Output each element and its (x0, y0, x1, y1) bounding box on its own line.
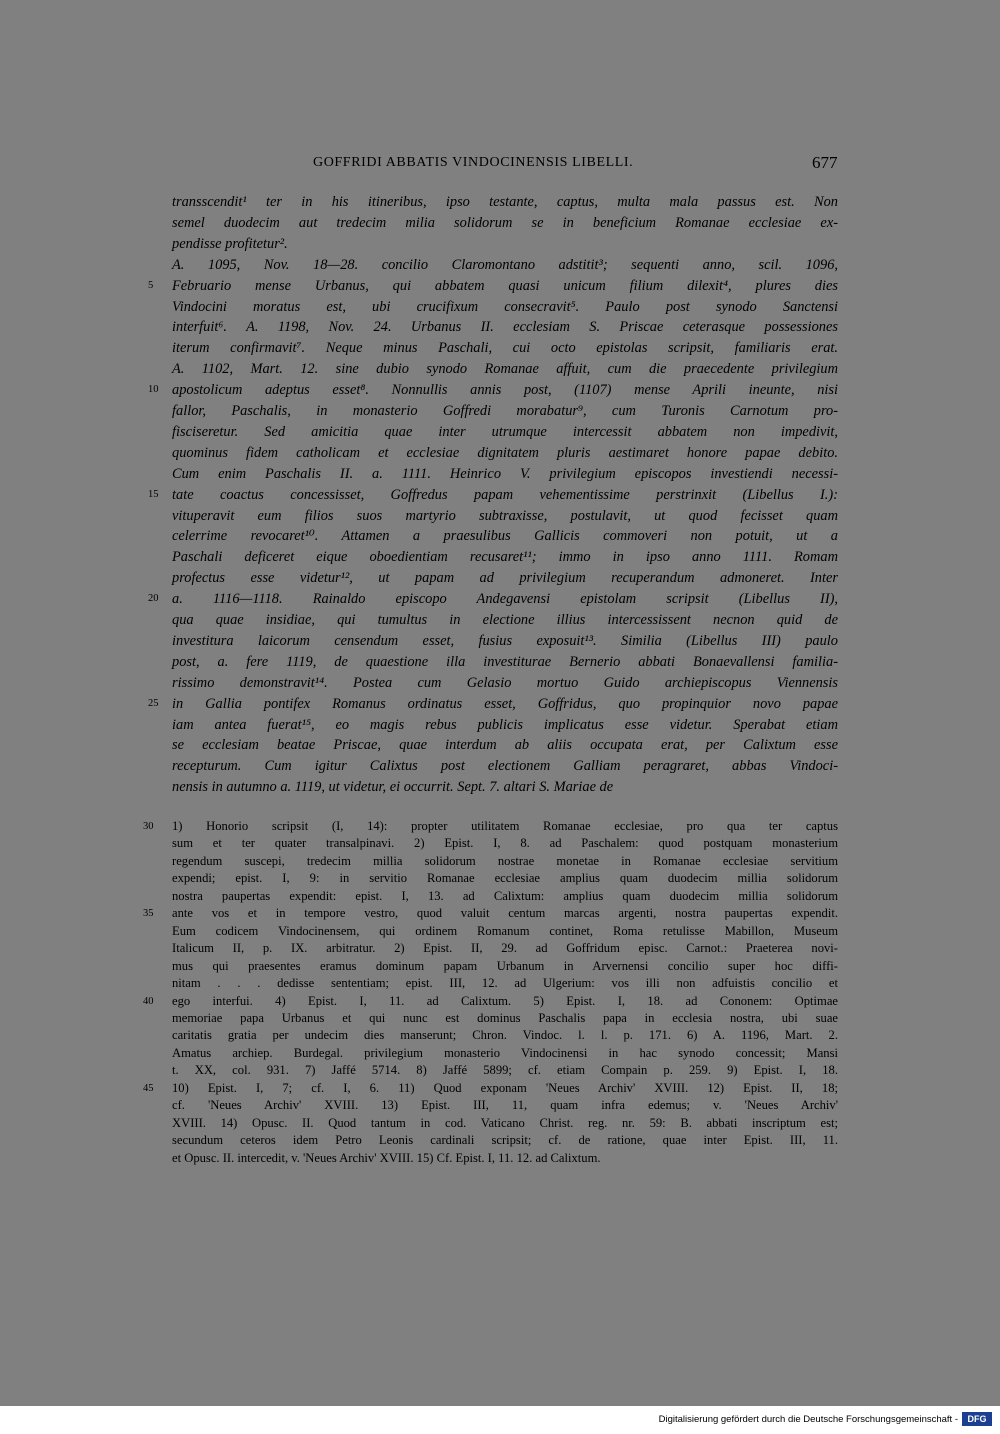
footnote-line: Italicum II, p. IX. arbitratur. 2) Epist. II, 29. ad Goffridum episc. Carnot.: Praeterea novi- (172, 941, 838, 956)
line-number: 40 (143, 995, 154, 1007)
body-line: fisciseretur. Sed amicitia quae inter utrumque intercessit abbatem non impedivit, (172, 423, 838, 440)
footnote-line: caritatis gratia per undecim dies manserunt; Chron. Vindoc. l. l. p. 171. 6) A. 1196, Mart. 2. (172, 1028, 838, 1043)
dfg-logo: DFG (962, 1412, 992, 1426)
body-line: investitura laicorum censendum esset, fusius exposuit¹³. Similia (Libellus III) paulo (172, 632, 838, 649)
line-number: 15 (148, 488, 159, 500)
body-line: A. 1095, Nov. 18—28. concilio Claromontano adstitit³; sequenti anno, scil. 1096, (172, 256, 838, 273)
body-line: iam antea fuerat¹⁵, eo magis rebus publicis implicatus esse videtur. Sperabat etiam (172, 716, 838, 733)
footnote-line: XVIII. 14) Opusc. II. Quod tantum in cod. Vaticano Christ. reg. nr. 59: B. abbati inscriptum est; (172, 1115, 838, 1130)
footnote-line: t. XX, col. 931. 7) Jaffé 5714. 8) Jaffé 5899; cf. etiam Compain p. 259. 9) Epist. I, 18. (172, 1063, 838, 1078)
body-line: rissimo demonstravit¹⁴. Postea cum Gelasio mortuo Guido archiepiscopus Viennensis (172, 674, 838, 691)
page-number: 677 (812, 153, 838, 172)
body-line: profectus esse videtur¹², ut papam ad privilegium recuperandum admoneret. Inter (172, 570, 838, 587)
body-line: Februario mense Urbanus, qui abbatem quasi unicum filium dilexit⁴, plures dies (172, 277, 838, 294)
footnote-line: Amatus archiep. Burdegal. privilegium monasterio Vindocinensi in hac synodo concessit; Mansi (172, 1045, 838, 1060)
body-line: Paschali deficeret eique oboedientiam recusaret¹¹; immo in ipso anno 1111. Romam (172, 549, 838, 566)
body-line: a. 1116—1118. Rainaldo episcopo Andegavensi epistolam scripsit (Libellus II), (172, 591, 838, 608)
body-line: qua quae insidiae, qui tumultus in electione illius intercessissent necnon quid de (172, 612, 838, 628)
body-line: transscendit¹ ter in his itineribus, ipso testante, captus, multa mala passus est. Non (172, 194, 838, 210)
footnote-line: Eum codicem Vindocinensem, qui ordinem Romanum continet, Roma retulisse Mabillon, Museum (172, 923, 838, 938)
footnote-line: ante vos et in tempore vestro, quod valuit centum marcas argenti, nostra paupertas expendit. (172, 906, 838, 921)
body-line: interfuit⁶. A. 1198, Nov. 24. Urbanus II. ecclesiam S. Priscae ceterasque possessiones (172, 319, 838, 336)
line-number: 20 (148, 593, 159, 605)
footnote-line: memoriae papa Urbanus et qui nunc est dominus Paschalis papa in ecclesia nostra, ubi suae (172, 1010, 838, 1025)
body-line: tate coactus concessisset, Goffredus papam vehementissime perstrinxit (Libellus I.): (172, 486, 838, 503)
body-line: se ecclesiam beatae Priscae, quae interdum ab aliis occupata erat, per Calixtum esse (172, 737, 838, 754)
funding-credit: Digitalisierung gefördert durch die Deutsche Forschungsgemeinschaft - (658, 1414, 958, 1425)
line-number: 45 (143, 1082, 154, 1094)
line-number: 25 (148, 697, 159, 709)
body-line: in Gallia pontifex Romanus ordinatus esset, Goffridus, quo propinquior novo papae (172, 695, 838, 712)
body-line: post, a. fere 1119, de quaestione illa investiturae Bernerio abbati Bonaevallensi familia- (172, 653, 838, 670)
footnote-line: regendum suscepi, tredecim millia solidorum nostrae monetae in Romanae ecclesiae servitium (172, 853, 838, 868)
body-line: A. 1102, Mart. 12. sine dubio synodo Romanae affuit, cum die praecedente privilegium (172, 361, 838, 378)
body-line: quominus fidem catholicam et ecclesiae dignitatem pluris aestimaret honore papae debito. (172, 444, 838, 461)
body-line: Cum enim Paschalis II. a. 1111. Heinrico V. privilegium episcopos investiendi necessi- (172, 465, 838, 482)
body-line: apostolicum adeptus esset⁸. Nonnullis annis post, (1107) mense Aprili ineunte, nisi (172, 382, 838, 399)
body-line: iterum confirmavit⁷. Neque minus Paschali, cui octo epistolas scripsit, familiaris erat. (172, 340, 838, 357)
line-number: 5 (148, 279, 154, 291)
body-line: Vindocini moratus est, ubi crucifixum consecravit⁵. Paulo post synodo Sanctensi (172, 298, 838, 315)
line-number: 30 (143, 821, 154, 832)
body-line: celerrime revocaret¹⁰. Attamen a praesulibus Gallicis commoveri non potuit, ut a (172, 528, 838, 545)
footnote-line: 1) Honorio scripsit (I, 14): propter utilitatem Romanae ecclesiae, pro qua ter captus (172, 819, 838, 833)
footnote-line: secundum ceteros idem Petro Leonis cardinali scripsit; cf. de ratione, quae inter Epist. III, 11. (172, 1133, 838, 1148)
body-line: fallor, Paschalis, in monasterio Goffredi morabatur⁹, cum Turonis Carnotum pro- (172, 403, 838, 419)
body-line: pendisse profitetur². (172, 235, 288, 252)
line-number: 35 (143, 908, 154, 920)
running-header (0, 155, 1000, 179)
footnote-line: mus qui praesentes eramus dominum papam Urbanum in Arvernensi concilio super hoc diffi- (172, 958, 838, 973)
body-line: vituperavit eum filios suos martyrio subtraxisse, postulavit, ut quod fecisset quam (172, 507, 838, 524)
body-line: semel duodecim aut tredecim milia solidorum se in beneficium Romanae ecclesiae ex- (172, 214, 838, 231)
footnote-line: nostra paupertas expendit: epist. I, 13. ad Calixtum: amplius quam duodecim millia solidorum (172, 888, 838, 903)
footnote-line: ego interfui. 4) Epist. I, 11. ad Calixtum. 5) Epist. I, 18. ad Cononem: Optimae (172, 993, 838, 1008)
footnote-line: et Opusc. II. intercedit, v. 'Neues Archiv' XVIII. 15) Cf. Epist. I, 11. 12. ad Calixtum. (172, 1150, 601, 1165)
footnote-line: expendi; epist. I, 9: in servitio Romanae ecclesiae amplius quam duodecim millia solidorum (172, 871, 838, 886)
body-line: recepturum. Cum igitur Calixtus post electionem Galliam peragraret, abbas Vindoci- (172, 758, 838, 775)
footnote-line: 10) Epist. I, 7; cf. I, 6. 11) Quod exponam 'Neues Archiv' XVIII. 12) Epist. II, 18; (172, 1080, 838, 1095)
footnote-line: nitam . . . dedisse sententiam; epist. III, 12. ad Ulgerium: vos illi non adfuistis concilio et (172, 976, 838, 991)
footer-bar (0, 1406, 1000, 1434)
footnote-line: cf. 'Neues Archiv' XVIII. 13) Epist. III, 11, quam infra edemus; v. 'Neues Archiv' (172, 1098, 838, 1113)
body-line: nensis in autumno a. 1119, ut videtur, ei occurrit. Sept. 7. altari S. Mariae de (172, 779, 614, 796)
line-number: 10 (148, 384, 159, 396)
running-title: GOFFRIDI ABBATIS VINDOCINENSIS LIBELLI. (313, 155, 634, 170)
footnote-line: sum et ter quater transalpinavi. 2) Epist. I, 8. ad Paschalem: quod postquam monasterium (172, 836, 838, 851)
